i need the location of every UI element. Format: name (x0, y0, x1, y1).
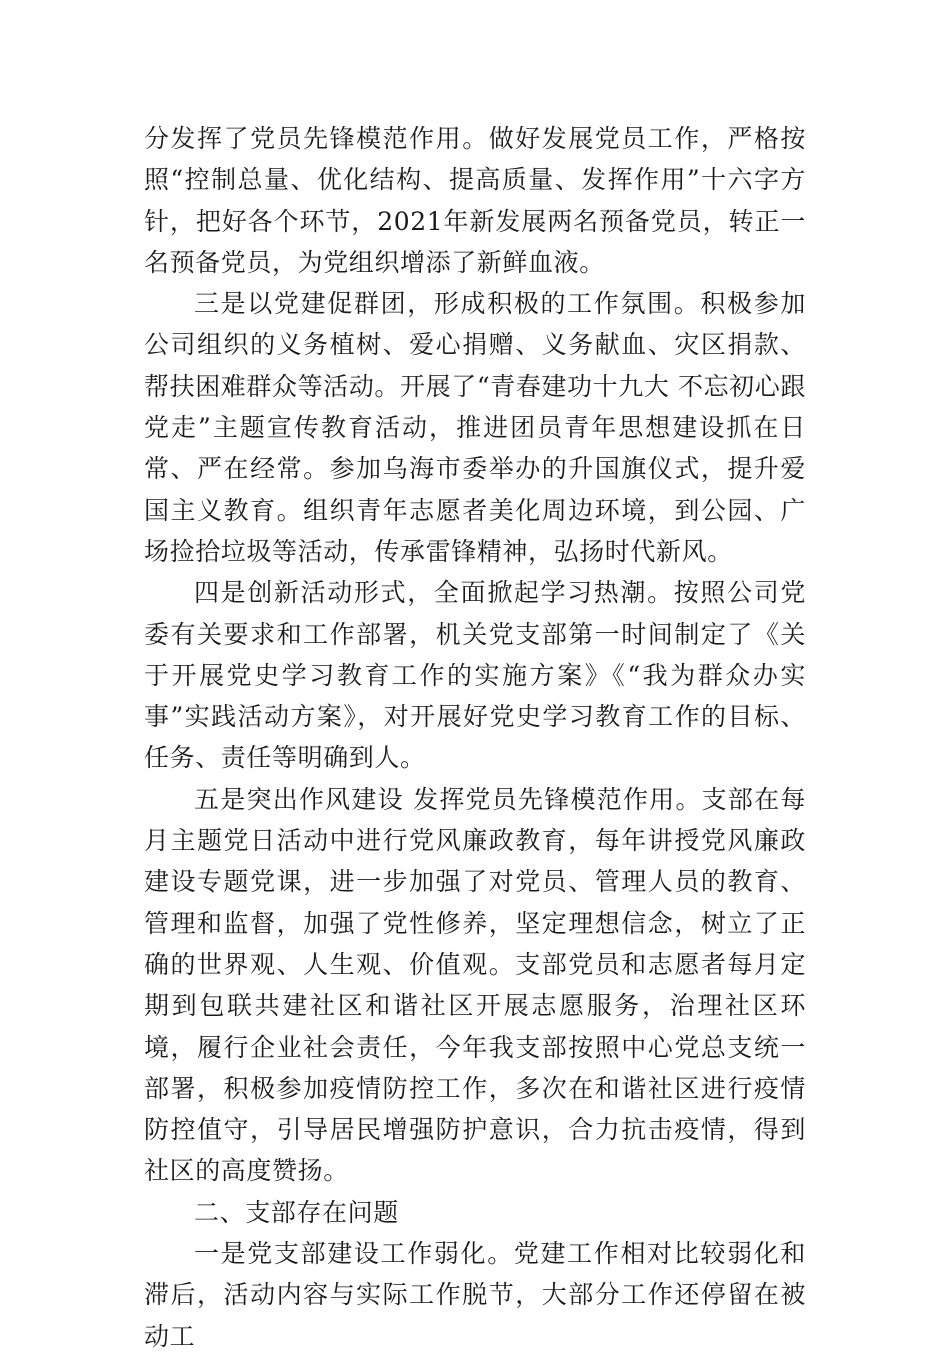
paragraph-point-five: 五是突出作风建设 发挥党员先锋模范作用。支部在每月主题党日活动中进行党风廉政教育，每年讲授党风廉政建设专题党课，进一步加强了对党员、管理人员的教育、管理和监督，加强了党性修养，坚定理想信念，树立了正确的世界观、人生观、价值观。支部党员和志愿者每月定期到包联共建社区和谐社区开展志愿服务，治理社区环境，履行企业社会责任，今年我支部按照中心党总支统一部署，积极参加疫情防控工作，多次在和谐社区进行疫情防控值守，引导居民增强防护意识，合力抗击疫情，得到社区的高度赞扬。 (144, 784, 806, 1186)
paragraph-problem-one: 一是党支部建设工作弱化。党建工作相对比较弱化和滞后，活动内容与实际工作脱节，大部分工作还停留在被动工 (144, 1239, 806, 1351)
paragraph-point-four: 四是创新活动形式，全面掀起学习热潮。按照公司党委有关要求和工作部署，机关党支部第一时间制定了《关于开展党史学习教育工作的实施方案》《“我为群众办实事”实践活动方案》，对开展好党史学习教育工作的目标、任务、责任等明确到人。 (144, 578, 806, 773)
section-heading-problems: 二、支部存在问题 (194, 1197, 399, 1227)
paragraph-point-three: 三是以党建促群团，形成积极的工作氛围。积极参加公司组织的义务植树、爱心捐赠、义务献血、灾区捐款、帮扶困难群众等活动。开展了“青春建功十九大 不忘初心跟党走”主题宣传教育活动，推进团员青年思想建设抓在日常、严在经常。参加乌海市委举办的升国旗仪式，提升爱国主义教育。组织青年志愿者美化周边环境，到公园、广场捡拾垃圾等活动，传承雷锋精神，弘扬时代新风。 (144, 289, 806, 566)
document-body (144, 118, 806, 1357)
paragraph-continuation: 分发挥了党员先锋模范作用。做好发展党员工作，严格按照“控制总量、优化结构、提高质量、发挥作用”十六字方针，把好各个环节，2021年新发展两名预备党员，转正一名预备党员，为党组织增添了新鲜血液。 (144, 124, 806, 277)
